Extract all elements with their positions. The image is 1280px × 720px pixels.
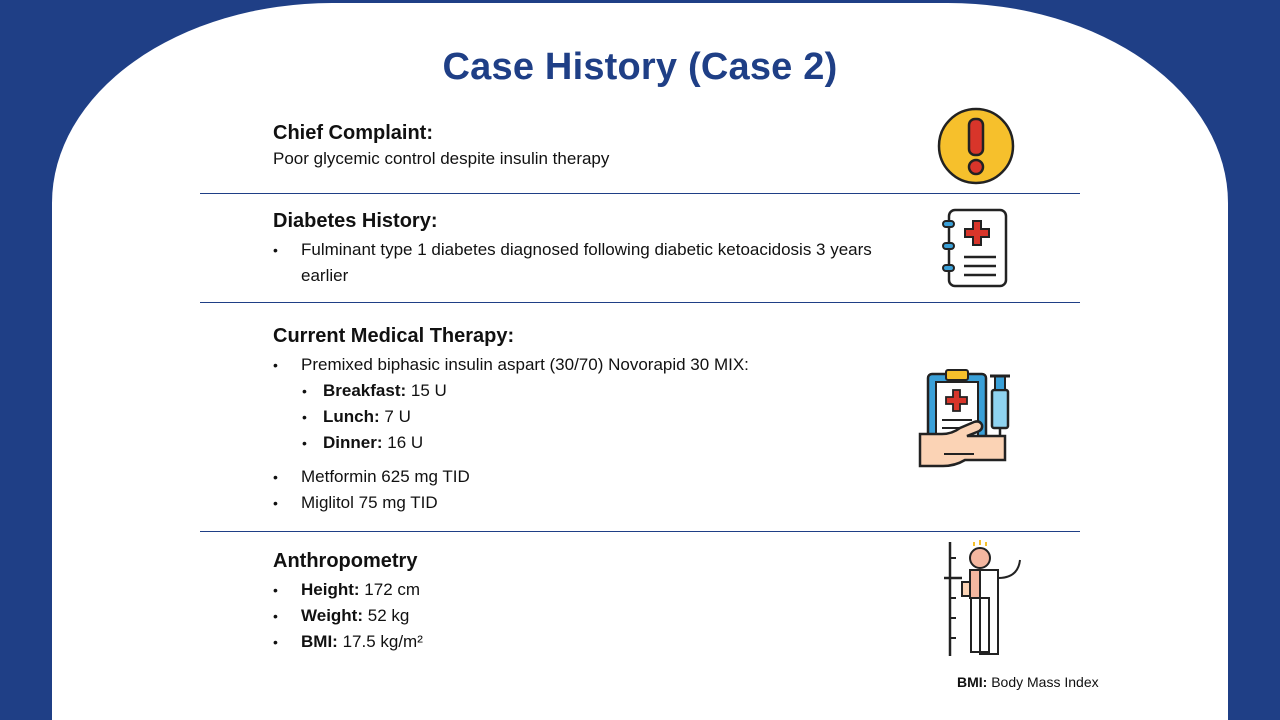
measure-label: BMI: <box>301 632 338 651</box>
page-title: Case History (Case 2) <box>442 46 838 88</box>
dose-label: Breakfast: <box>323 381 407 400</box>
insulin-regimen: Premixed biphasic insulin aspart (30/70) Novorapid 30 MIX: <box>301 355 749 374</box>
anthropometry-list <box>273 577 913 655</box>
dose-value: 15 U <box>410 381 447 400</box>
section-divider <box>200 531 1080 532</box>
anthropometry-section <box>273 550 913 655</box>
chief-complaint-text: Poor glycemic control despite insulin therapy <box>273 149 610 168</box>
measure-label: Weight: <box>301 606 364 625</box>
anthropometry-heading: Anthropometry <box>273 550 418 572</box>
medical-clipboard-icon <box>940 207 1010 289</box>
injection-therapy-icon <box>916 368 1022 470</box>
measure-value: 172 cm <box>364 580 421 599</box>
chief-complaint-section <box>273 122 913 169</box>
diabetes-history-heading: Diabetes History: <box>273 210 438 232</box>
diabetes-history-list <box>273 237 913 289</box>
exclamation-icon <box>936 106 1016 186</box>
height-measure-icon <box>940 538 1024 660</box>
dose-label: Lunch: <box>323 407 380 426</box>
list-item: • Fulminant type 1 diabetes diagnosed following diabetic ketoacidosis 3 years earlier <box>273 237 881 289</box>
list-item <box>273 577 913 603</box>
measure-value: 52 kg <box>367 606 410 625</box>
list-item <box>301 378 913 404</box>
measure-label: Height: <box>301 580 360 599</box>
current-therapy-heading: Current Medical Therapy: <box>273 325 515 347</box>
footnote-text: Body Mass Index <box>991 674 1099 690</box>
dose-list <box>301 378 913 456</box>
list-item <box>273 352 913 456</box>
current-therapy-section <box>273 325 913 516</box>
measure-value: 17.5 kg/m² <box>342 632 423 651</box>
diabetes-history-section <box>273 210 913 289</box>
footnote <box>957 674 1099 690</box>
list-item: • Metformin 625 mg TID <box>273 464 913 490</box>
list-item <box>273 603 913 629</box>
list-item: • Miglitol 75 mg TID <box>273 490 913 516</box>
therapy-list <box>273 352 913 456</box>
dose-value: 16 U <box>387 433 424 452</box>
other-medications-list <box>273 464 913 516</box>
chief-complaint-heading: Chief Complaint: <box>273 122 433 144</box>
dose-value: 7 U <box>384 407 411 426</box>
list-item <box>301 430 913 456</box>
section-divider <box>200 193 1080 194</box>
dose-label: Dinner: <box>323 433 383 452</box>
list-item <box>273 629 913 655</box>
section-divider <box>200 302 1080 303</box>
footnote-label: BMI: <box>957 674 988 690</box>
list-item <box>301 404 913 430</box>
